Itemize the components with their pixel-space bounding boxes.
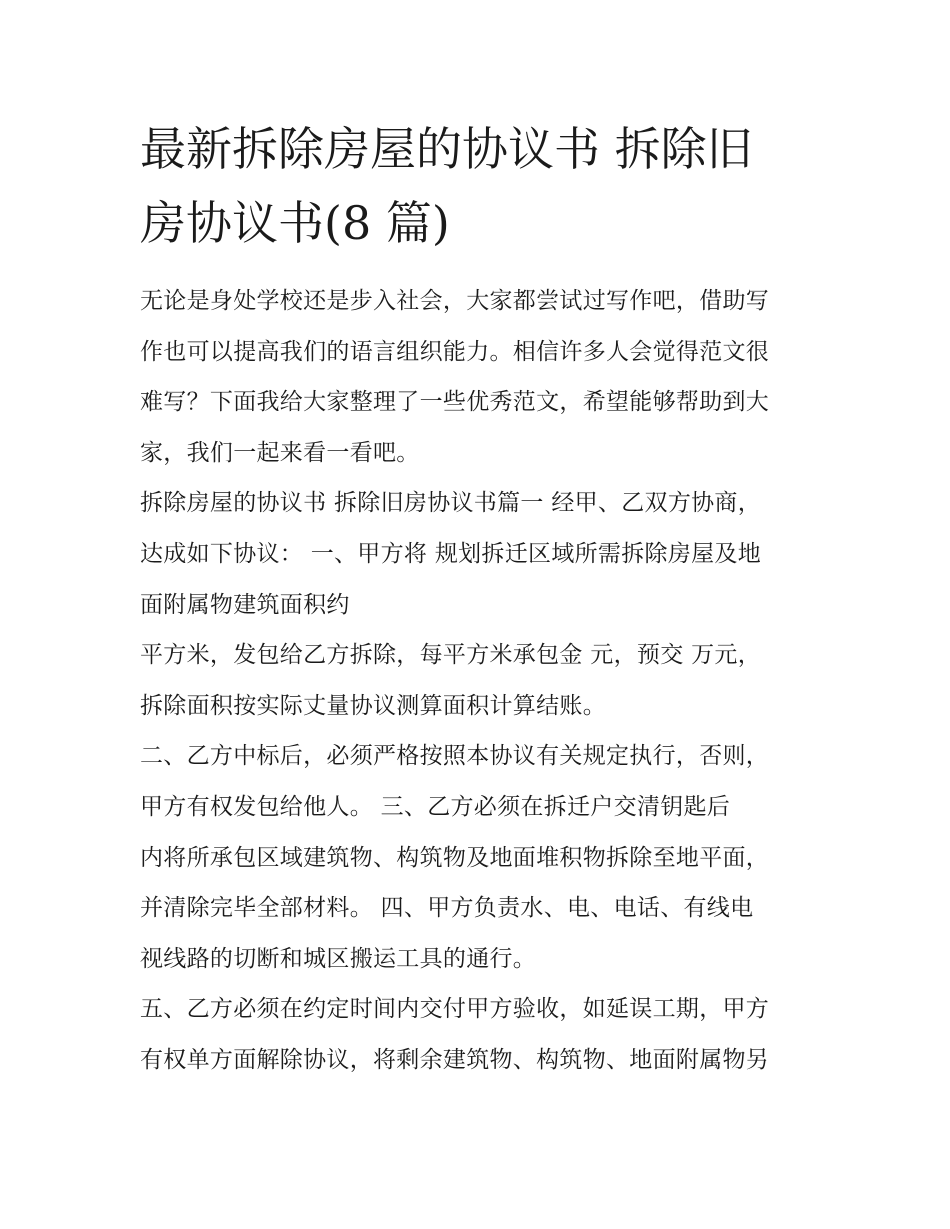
title-line: 最新拆除房屋的协议书 拆除旧 xyxy=(140,122,753,176)
body-line: 难写？下面我给大家整理了一些优秀范文，希望能够帮助到大 xyxy=(140,389,770,416)
body-line: 有权单方面解除协议，将剩余建筑物、构筑物、地面附属物另 xyxy=(140,1046,770,1073)
title-line: 房协议书(8 篇) xyxy=(140,196,450,250)
document-title xyxy=(140,112,830,260)
body-line: 视线路的切断和城区搬运工具的通行。 xyxy=(140,945,537,972)
body-line: 甲方有权发包给他人。 三、乙方必须在拆迁户交清钥匙后 xyxy=(140,793,731,820)
body-line: 拆除房屋的协议书 拆除旧房协议书篇一 经甲、乙双方协商， xyxy=(140,490,762,517)
body-line: 作也可以提高我们的语言组织能力。相信许多人会觉得范文很 xyxy=(140,338,770,365)
body-line: 二、乙方中标后，必须严格按照本协议有关规定执行，否则， xyxy=(140,743,770,770)
body-line: 平方米，发包给乙方拆除，每平方米承包金 元，预交 万元， xyxy=(140,642,762,669)
body-line: 拆除面积按实际丈量协议测算面积计算结账。 xyxy=(140,692,606,719)
body-line: 并清除完毕全部材料。 四、甲方负责水、电、电话、有线电 xyxy=(140,895,754,922)
document-content xyxy=(140,112,830,1086)
body-line: 面附属物建筑面积约 xyxy=(140,591,350,618)
body-line: 内将所承包区域建筑物、构筑物及地面堆积物拆除至地平面， xyxy=(140,844,770,871)
body-line: 家，我们一起来看一看吧。 xyxy=(140,439,420,466)
body-line: 达成如下协议： 一、甲方将 规划拆迁区域所需拆除房屋及地 xyxy=(140,540,762,567)
body-line: 五、乙方必须在约定时间内交付甲方验收，如延误工期，甲方 xyxy=(140,996,770,1023)
body-line: 无论是身处学校还是步入社会，大家都尝试过写作吧，借助写 xyxy=(140,288,770,314)
document-body xyxy=(140,276,830,1086)
